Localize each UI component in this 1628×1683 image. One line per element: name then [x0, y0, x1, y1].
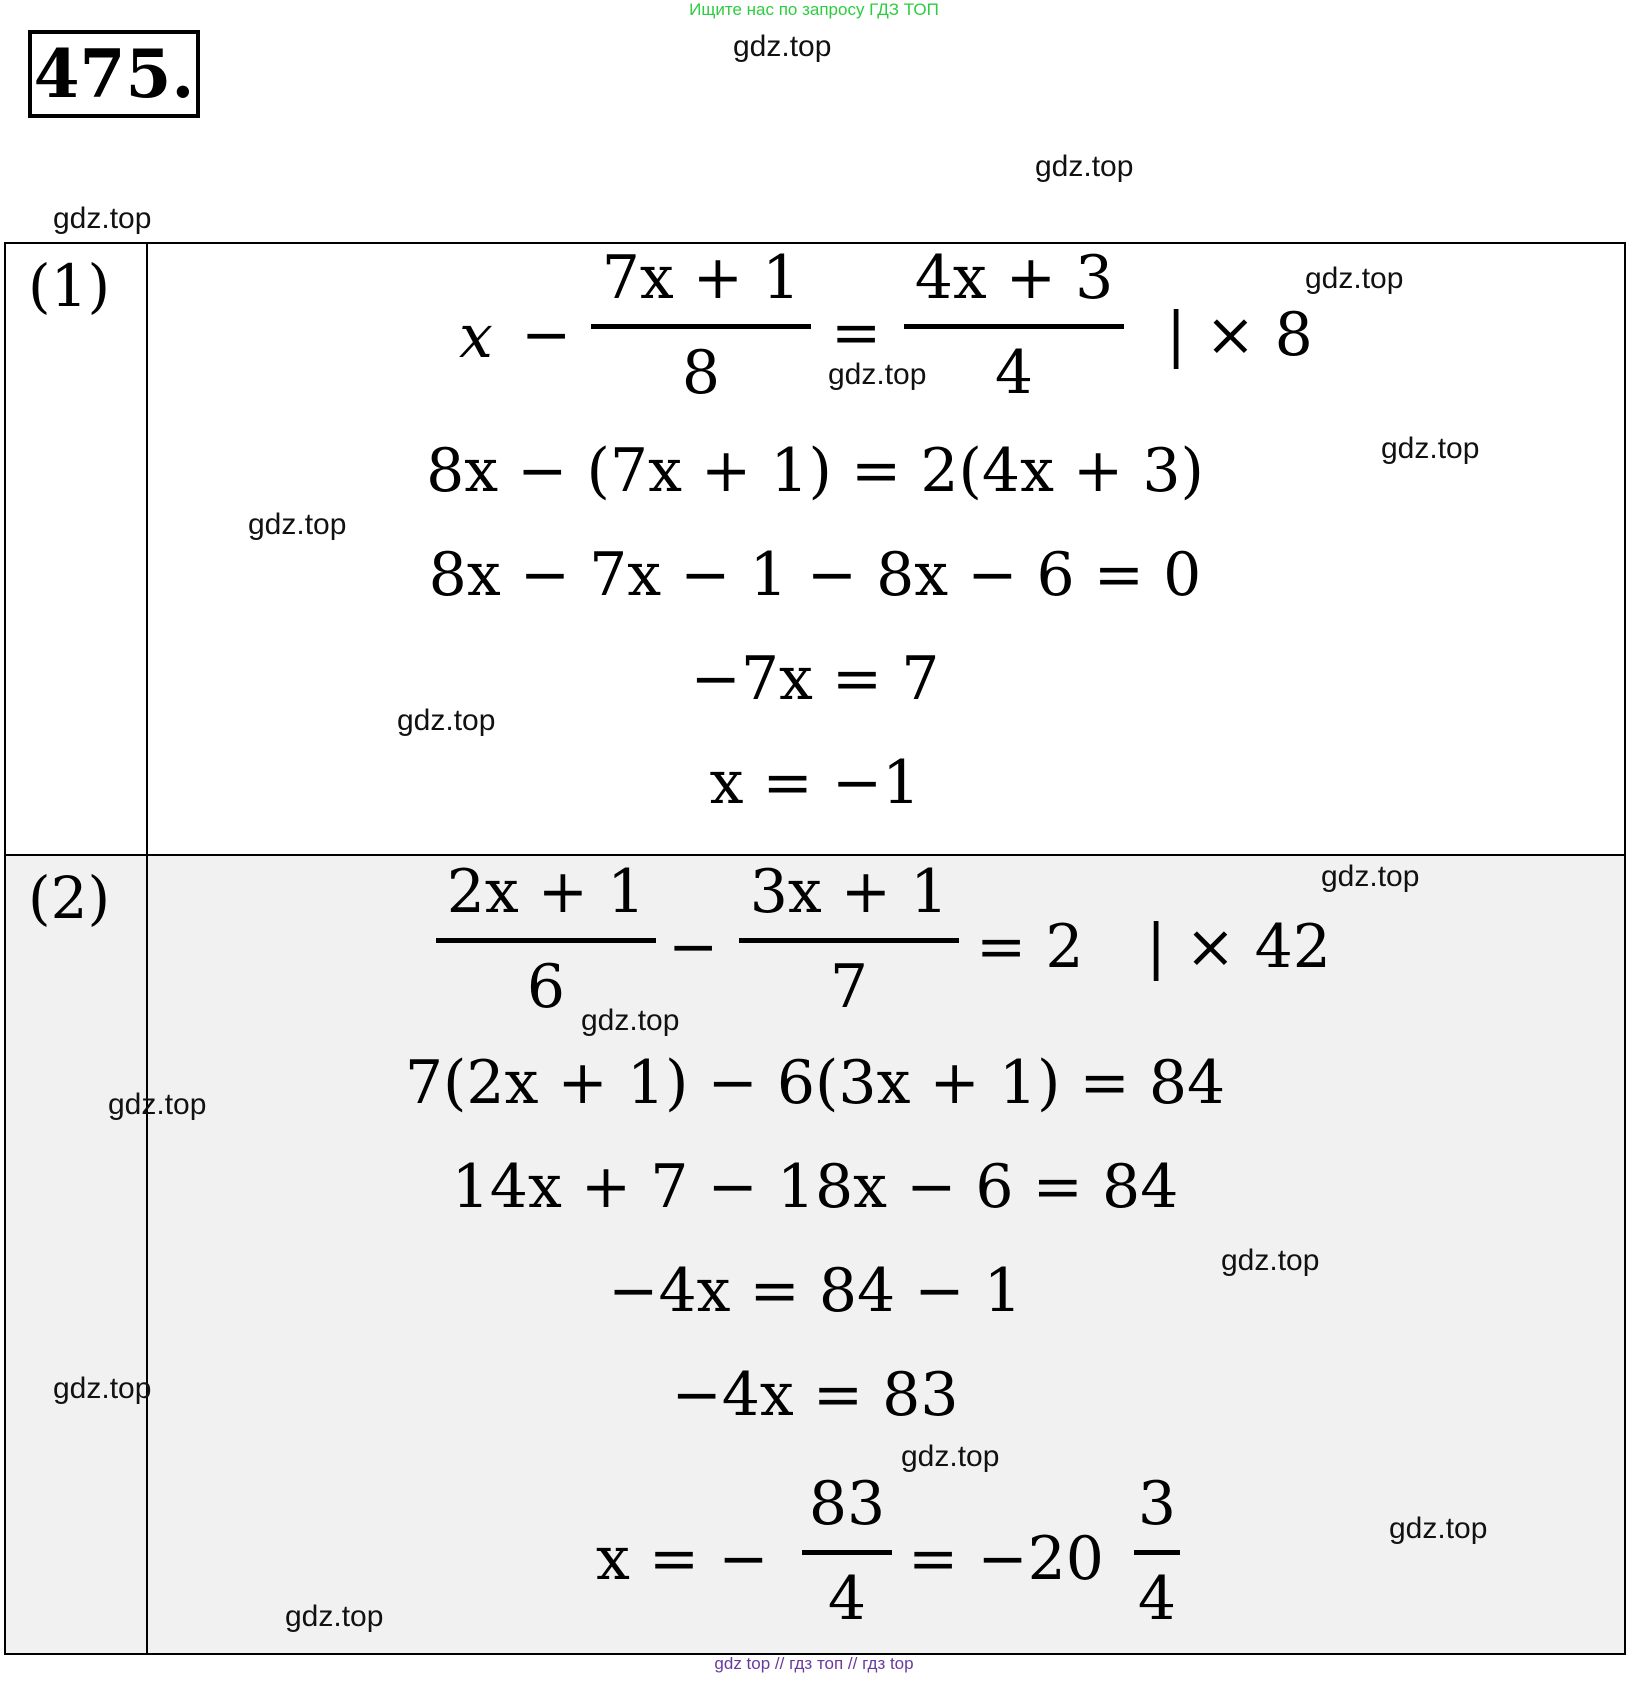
denominator: 6 [526, 952, 566, 1022]
minus-sign: − [521, 300, 572, 370]
fraction [591, 243, 811, 408]
final-mid: = −20 [908, 1524, 1104, 1594]
fraction-bar [904, 324, 1124, 329]
watermark: gdz.top [1221, 1244, 1320, 1277]
row-1 [6, 244, 1624, 854]
column-divider [146, 244, 148, 1653]
final-lhs: x = − [596, 1524, 769, 1594]
equation-line: −4x = 83 [671, 1360, 959, 1430]
equation-line: 8x − (7x + 1) = 2(4x + 3) [426, 436, 1204, 506]
numerator: 2x + 1 [446, 857, 646, 927]
fraction [739, 857, 959, 1022]
watermark: gdz.top [1381, 432, 1480, 465]
denominator: 4 [994, 338, 1034, 408]
numerator: 83 [808, 1469, 886, 1539]
watermark: gdz.top [1305, 262, 1404, 295]
fraction-bar [1134, 1550, 1180, 1555]
top-banner: Ищите нас по запросу ГДЗ ТОП [689, 0, 939, 19]
fraction-bar [591, 324, 811, 329]
watermark: gdz.top [828, 358, 927, 391]
fraction [802, 1469, 892, 1634]
denominator: 8 [681, 338, 721, 408]
numerator: 3 [1137, 1469, 1177, 1539]
watermark: gdz.top [53, 202, 152, 235]
watermark: gdz.top [1389, 1512, 1488, 1545]
multiplier: | × 8 [1166, 300, 1313, 370]
denominator: 4 [1137, 1564, 1177, 1634]
var-x: x [459, 302, 493, 372]
mixed-fraction [1134, 1469, 1180, 1634]
fraction-bar [802, 1550, 892, 1555]
fraction-bar [436, 938, 656, 943]
row-label: (2) [28, 864, 111, 932]
equation-line: −4x = 84 − 1 [608, 1256, 1022, 1326]
rhs-value: = 2 [976, 912, 1084, 982]
watermark: gdz.top [1321, 860, 1420, 893]
watermark: gdz.top [581, 1004, 680, 1037]
watermark: gdz.top [901, 1440, 1000, 1473]
row-2 [6, 854, 1624, 1653]
row-label: (1) [28, 252, 111, 320]
problem-number: 475. [28, 30, 200, 118]
watermark: gdz.top [733, 30, 832, 63]
fraction [436, 857, 656, 1022]
denominator: 7 [829, 952, 869, 1022]
numerator: 3x + 1 [749, 857, 949, 927]
minus-sign: − [668, 912, 719, 982]
fraction [904, 243, 1124, 408]
numerator: 4x + 3 [914, 243, 1114, 313]
equation-line: −7x = 7 [690, 644, 940, 714]
equation-line: 14x + 7 − 18x − 6 = 84 [451, 1152, 1179, 1222]
equals-sign: = [831, 298, 882, 368]
watermark: gdz.top [53, 1372, 152, 1405]
numerator: 7x + 1 [601, 243, 801, 313]
watermark: gdz.top [397, 704, 496, 737]
watermark: gdz.top [285, 1600, 384, 1633]
multiplier: | × 42 [1146, 912, 1331, 982]
denominator: 4 [827, 1564, 867, 1634]
equation-line: x = −1 [709, 748, 921, 818]
equation-line: 8x − 7x − 1 − 8x − 6 = 0 [428, 540, 1202, 610]
watermark: gdz.top [1035, 150, 1134, 183]
footer: gdz top // гдз топ // гдз top [714, 1654, 914, 1673]
equation-line: 7(2x + 1) − 6(3x + 1) = 84 [404, 1048, 1226, 1118]
watermark: gdz.top [248, 508, 347, 541]
fraction-bar [739, 938, 959, 943]
watermark: gdz.top [108, 1088, 207, 1121]
